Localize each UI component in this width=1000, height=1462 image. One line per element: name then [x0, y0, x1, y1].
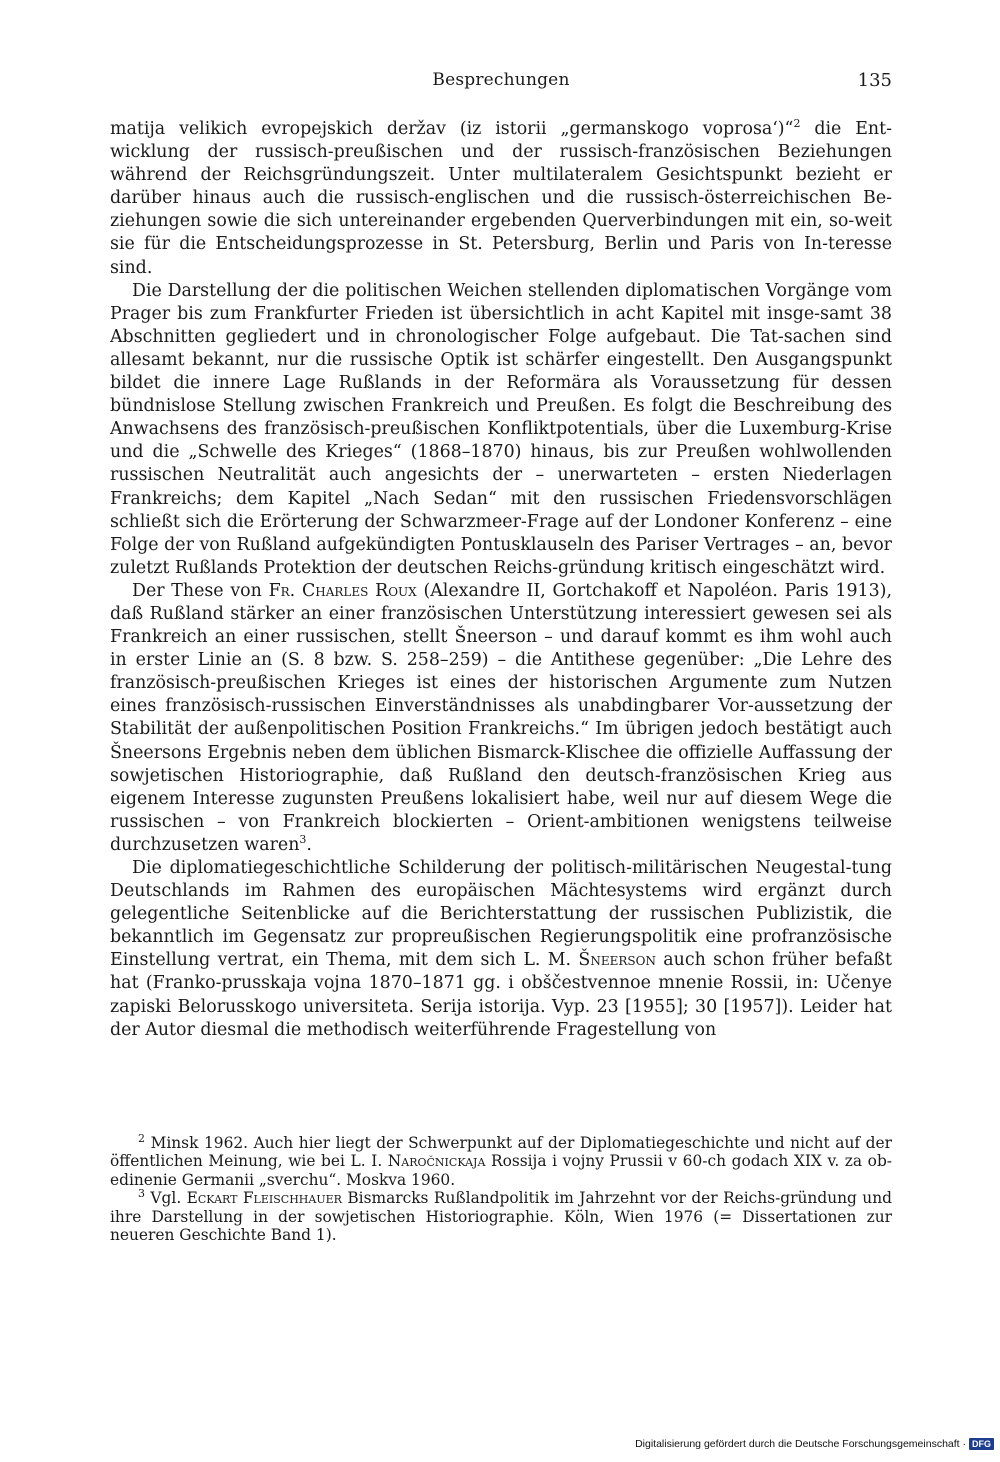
footer-text: Digitalisierung gefördert durch die Deutsche Forschungsgemeinschaft · — [635, 1438, 966, 1450]
footnote-3-number: 3 — [138, 1187, 145, 1201]
author-name-charles-roux: Fr. Charles Roux — [268, 580, 417, 601]
paragraph-4-text-b: auch schon früher befaßt hat (Franko-prusskaja vojna 1870–1871 gg. i obščestvennoe mnenie Rossii, in: Učenye zapiski Belorusskogo universiteta. Serija istorija. Vyp. 23 [1955]; 30 [1957]). Leider hat der Autor diesmal die methodisch weiterführende Fragestellung von — [110, 950, 892, 1040]
paragraph-3-text-a: Der These von — [132, 580, 269, 601]
footnote-3 — [110, 1189, 892, 1244]
footnote-2-text-a: Minsk 1962. Auch hier liegt der Schwerpunkt auf der Diplomatiegeschichte und nicht auf der öffentlichen Meinung, wie bei — [110, 1134, 892, 1171]
main-text — [110, 118, 892, 1042]
paragraph-3-text-b: (Alexandre II, Gortchakoff et Napoléon. Paris 1913), daß Rußland stärker an einer französischen Unterstützung interessiert gewesen sei als Frankreich an einer russischen, stellt Šneerson – und darauf kommt es ihm wohl auch in erster Linie an (S. 8 bzw. S. 258–259) – die Antithese gegenüber: „Die Lehre des französisch-preußischen Krieges ist eines der historischen Argumente zum Nutzen eines französisch-russischen Einverständnisses als unabdingbarer Vor-aussetzung der Stabilität der außenpolitischen Position Frankreichs.“ Im übrigen jedoch bestätigt auch Šneersons Ergebnis neben dem üblichen Bismarck-Klischee die offizielle Auffassung der sowjetischen Historiographie, daß Rußland den deutsch-französischen Krieg aus eigenem Interesse zugunsten Preußens lokalisiert habe, weil nur auf diesem Wege die russischen – von Frankreich blockierten – Orient-ambitionen wenigstens teilweise durchzusetzen waren — [110, 580, 892, 855]
paragraph-4-text-a: Die diplomatiegeschichtliche Schilderung der politisch-militärischen Neugestal-tung Deutschlands im Rahmen des europäischen Mächtesystems wird ergänzt durch gelegentliche Seitenblicke auf die Berichterstattung der russischen Publizistik, die bekanntlich im Gegensatz zur propreußischen Regierungspolitik eine profranzösische Einstellung vertrat, ein Thema, mit dem sich — [110, 858, 892, 971]
footnote-2 — [110, 1131, 892, 1189]
paragraph-3 — [110, 580, 892, 857]
author-name-fleischhauer: Eckart Fleischhauer — [186, 1189, 342, 1208]
digitization-footer — [635, 1438, 994, 1450]
page-header — [110, 70, 892, 100]
page-number: 135 — [857, 70, 892, 91]
paragraph-1-text-b: die Ent-wicklung der russisch-preußischen und der russisch-französischen Beziehungen während der Reichsgründungszeit. Unter multilateralem Gesichtspunkt bezieht er darüber hinaus auch die russisch-englischen und die russisch-österreichischen Be-ziehungen sowie die sich untereinander ergebenden Querverbindungen mit ein, so-weit sie für die Entscheidungsprozesse in St. Petersburg, Berlin und Paris von In-teresse sind. — [110, 119, 892, 278]
footnote-2-text-b: Rossija i vojny Prussii v 60-ch godach XIX v. za ob-edinenie Germanii „sverchu“. Moskva 1960. — [110, 1152, 892, 1189]
paragraph-4 — [110, 857, 892, 1042]
author-name-narocnickaja: L. I. Naročnickaja — [350, 1152, 486, 1171]
footnote-ref-2: 2 — [793, 117, 801, 131]
footnotes — [110, 1131, 892, 1245]
footnote-3-text-a: Vgl. — [145, 1189, 187, 1208]
footnote-2-number: 2 — [138, 1131, 145, 1145]
paragraph-1 — [110, 118, 892, 280]
paragraph-3-text-c: . — [306, 834, 312, 855]
author-name-sneerson: L. M. Šneerson — [523, 950, 656, 971]
dfg-logo-icon: DFG — [969, 1438, 994, 1450]
running-head: Besprechungen — [432, 70, 570, 90]
footnote-3-text-b: Bismarcks Rußlandpolitik im Jahrzehnt vor der Reichs-gründung und ihre Darstellung in der sowjetischen Historiographie. Köln, Wien 1976 (= Dissertationen zur neueren Geschichte Band 1). — [110, 1189, 892, 1245]
paragraph-2: Die Darstellung der die politischen Weichen stellenden diplomatischen Vorgänge vom Prager bis zum Frankfurter Frieden ist übersichtlich in acht Kapitel mit insge-samt 38 Abschnitten gegliedert und in chronologischer Folge aufgebaut. Die Tat-sachen sind allesamt bekannt, nur die russische Optik ist schärfer eingestellt. Den Ausgangspunkt bildet die innere Lage Rußlands in der Reformära als Voraussetzung für dessen bündnislose Stellung zwischen Frankreich und Preußen. Es folgt die Beschreibung des Anwachsens des französisch-preußischen Konfliktpotentials, über die Luxemburg-Krise und die „Schwelle des Krieges“ (1868–1870) hinaus, bis zur Preußen wohlwollenden russischen Neutralität auch angesichts der – unerwarteten – ersten Niederlagen Frankreichs; dem Kapitel „Nach Sedan“ mit den russischen Friedensvorschlägen schließt sich die Erörterung der Schwarzmeer-Frage auf der Londoner Konferenz – eine Folge der von Rußland aufgekündigten Pontusklauseln des Pariser Vertrages – an, bevor zuletzt Rußlands Protektion der deutschen Reichs-gründung kritisch eingeschätzt wird. — [110, 280, 892, 578]
footnote-ref-3: 3 — [299, 833, 307, 847]
paragraph-1-text-a: matija velikich evropejskich deržav (iz istorii „germanskogo voprosa‘)“ — [110, 119, 794, 139]
